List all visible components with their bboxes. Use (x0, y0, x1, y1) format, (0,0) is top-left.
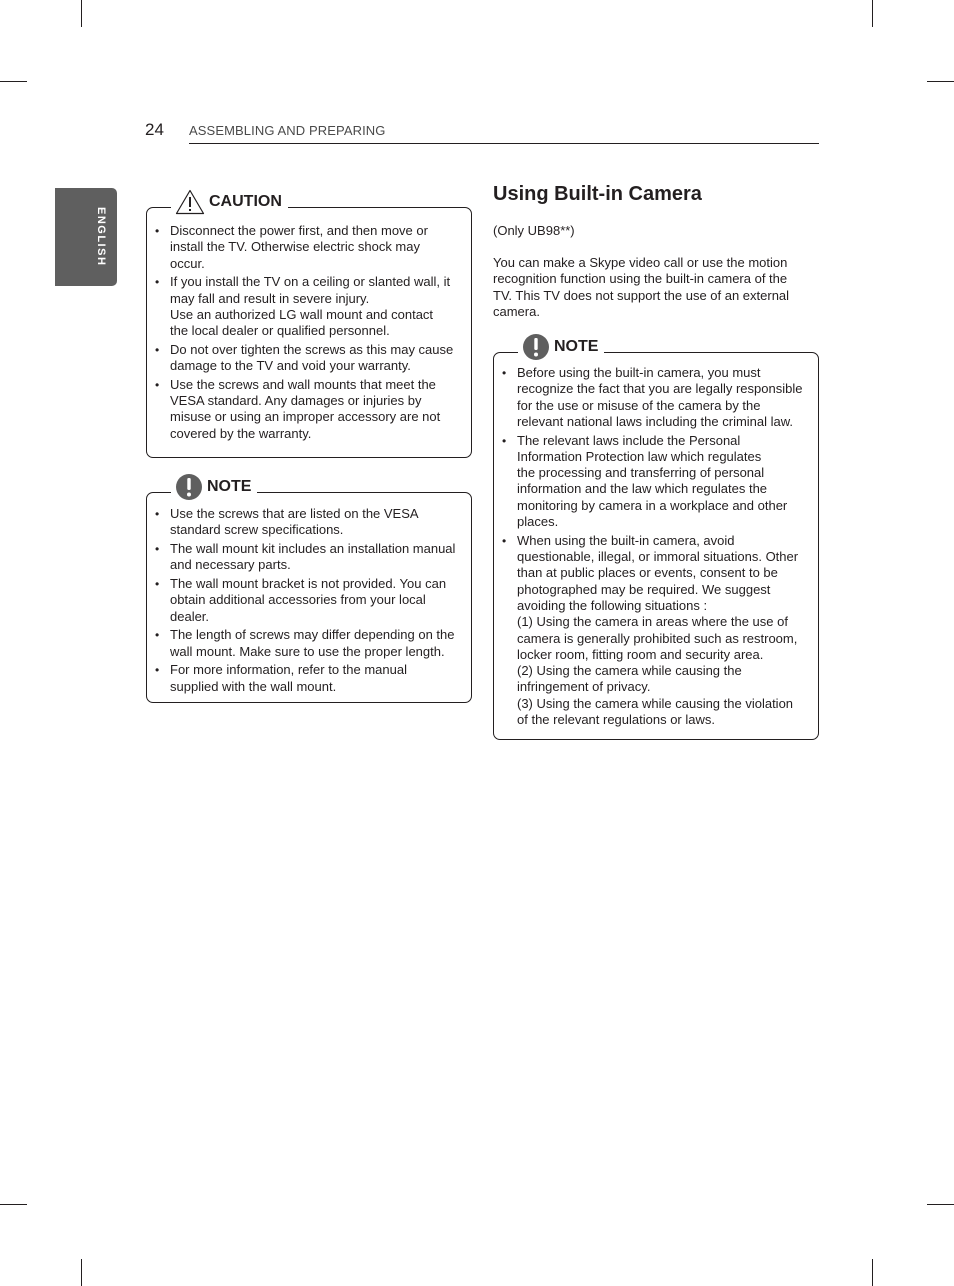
note-heading (518, 332, 604, 362)
camera-note-box (493, 338, 819, 740)
list-item: • The wall mount kit includes an installation manual and necessary parts. (147, 541, 471, 574)
list-item: • The relevant laws include the Personal Information Protection law which regulates the processing and transferring of personal information and the law which regulates the monitoring by camera in a workplace and other places. (494, 433, 818, 531)
list-item: • For more information, refer to the manual supplied with the wall mount. (147, 662, 471, 695)
crop-mark (81, 0, 82, 27)
language-tab (55, 188, 117, 286)
page-number: 24 (145, 120, 164, 139)
list-item: • Before using the built-in camera, you must recognize the fact that you are legally responsible for the use or misuse of the camera by the relevant national laws including the criminal law. (494, 365, 818, 430)
crop-mark (0, 1204, 27, 1205)
language-label: ENGLISH (95, 207, 107, 267)
note-box (146, 478, 472, 703)
list-item: • Use the screws and wall mounts that meet the VESA standard. Any damages or injuries by misuse or using an improper accessory are not covered by the warranty. (147, 377, 471, 442)
list-item: • Do not over tighten the screws as this may cause damage to the TV and void your warranty. (147, 342, 471, 375)
section-heading: Using Built-in Camera (493, 183, 702, 205)
intro-paragraph: You can make a Skype video call or use the motion recognition function using the built-in camera of the TV. This TV does not support the use of an external camera. (493, 255, 790, 319)
warning-triangle-icon (175, 189, 205, 215)
crop-mark (0, 81, 27, 82)
caution-heading (171, 187, 288, 217)
list-item: • Use the screws that are listed on the VESA standard screw specifications. (147, 506, 471, 539)
exclamation-circle-icon (175, 473, 203, 501)
model-note: (Only UB98**) (493, 223, 575, 238)
list-item: • The wall mount bracket is not provided. You can obtain additional accessories from your local dealer. (147, 576, 471, 625)
crop-mark (81, 1259, 82, 1286)
caution-list (147, 223, 471, 444)
note-label: NOTE (554, 338, 599, 355)
crop-mark (872, 1259, 873, 1286)
note-list (147, 506, 471, 697)
crop-mark (927, 81, 954, 82)
crop-mark (927, 1204, 954, 1205)
list-item: • Disconnect the power first, and then move or install the TV. Otherwise electric shock may occur. (147, 223, 471, 272)
exclamation-circle-icon (522, 333, 550, 361)
section-title: ASSEMBLING AND PREPARING (189, 123, 386, 138)
caution-label: CAUTION (209, 193, 282, 210)
list-item: • When using the built-in camera, avoid questionable, illegal, or immoral situations. Other than at public places or events, consent to be photographed may be required. We suggest avoiding the following situations : (1) Using the camera in areas where the use of camera is generally prohibited such as restroom, locker room, fitting room and security area. (2) Using the camera while causing the infringement of privacy. (3) Using the camera while causing the violation of the relevant regulations or laws. (494, 533, 818, 729)
header-divider (189, 143, 819, 144)
note-list (494, 365, 818, 731)
list-item: • The length of screws may differ depending on the wall mount. Make sure to use the proper length. (147, 627, 471, 660)
list-item: • If you install the TV on a ceiling or slanted wall, it may fall and result in severe injury. Use an authorized LG wall mount and contact the local dealer or qualified personnel. (147, 274, 471, 339)
crop-mark (872, 0, 873, 27)
note-heading (171, 472, 257, 502)
caution-box (146, 193, 472, 458)
note-label: NOTE (207, 478, 252, 495)
